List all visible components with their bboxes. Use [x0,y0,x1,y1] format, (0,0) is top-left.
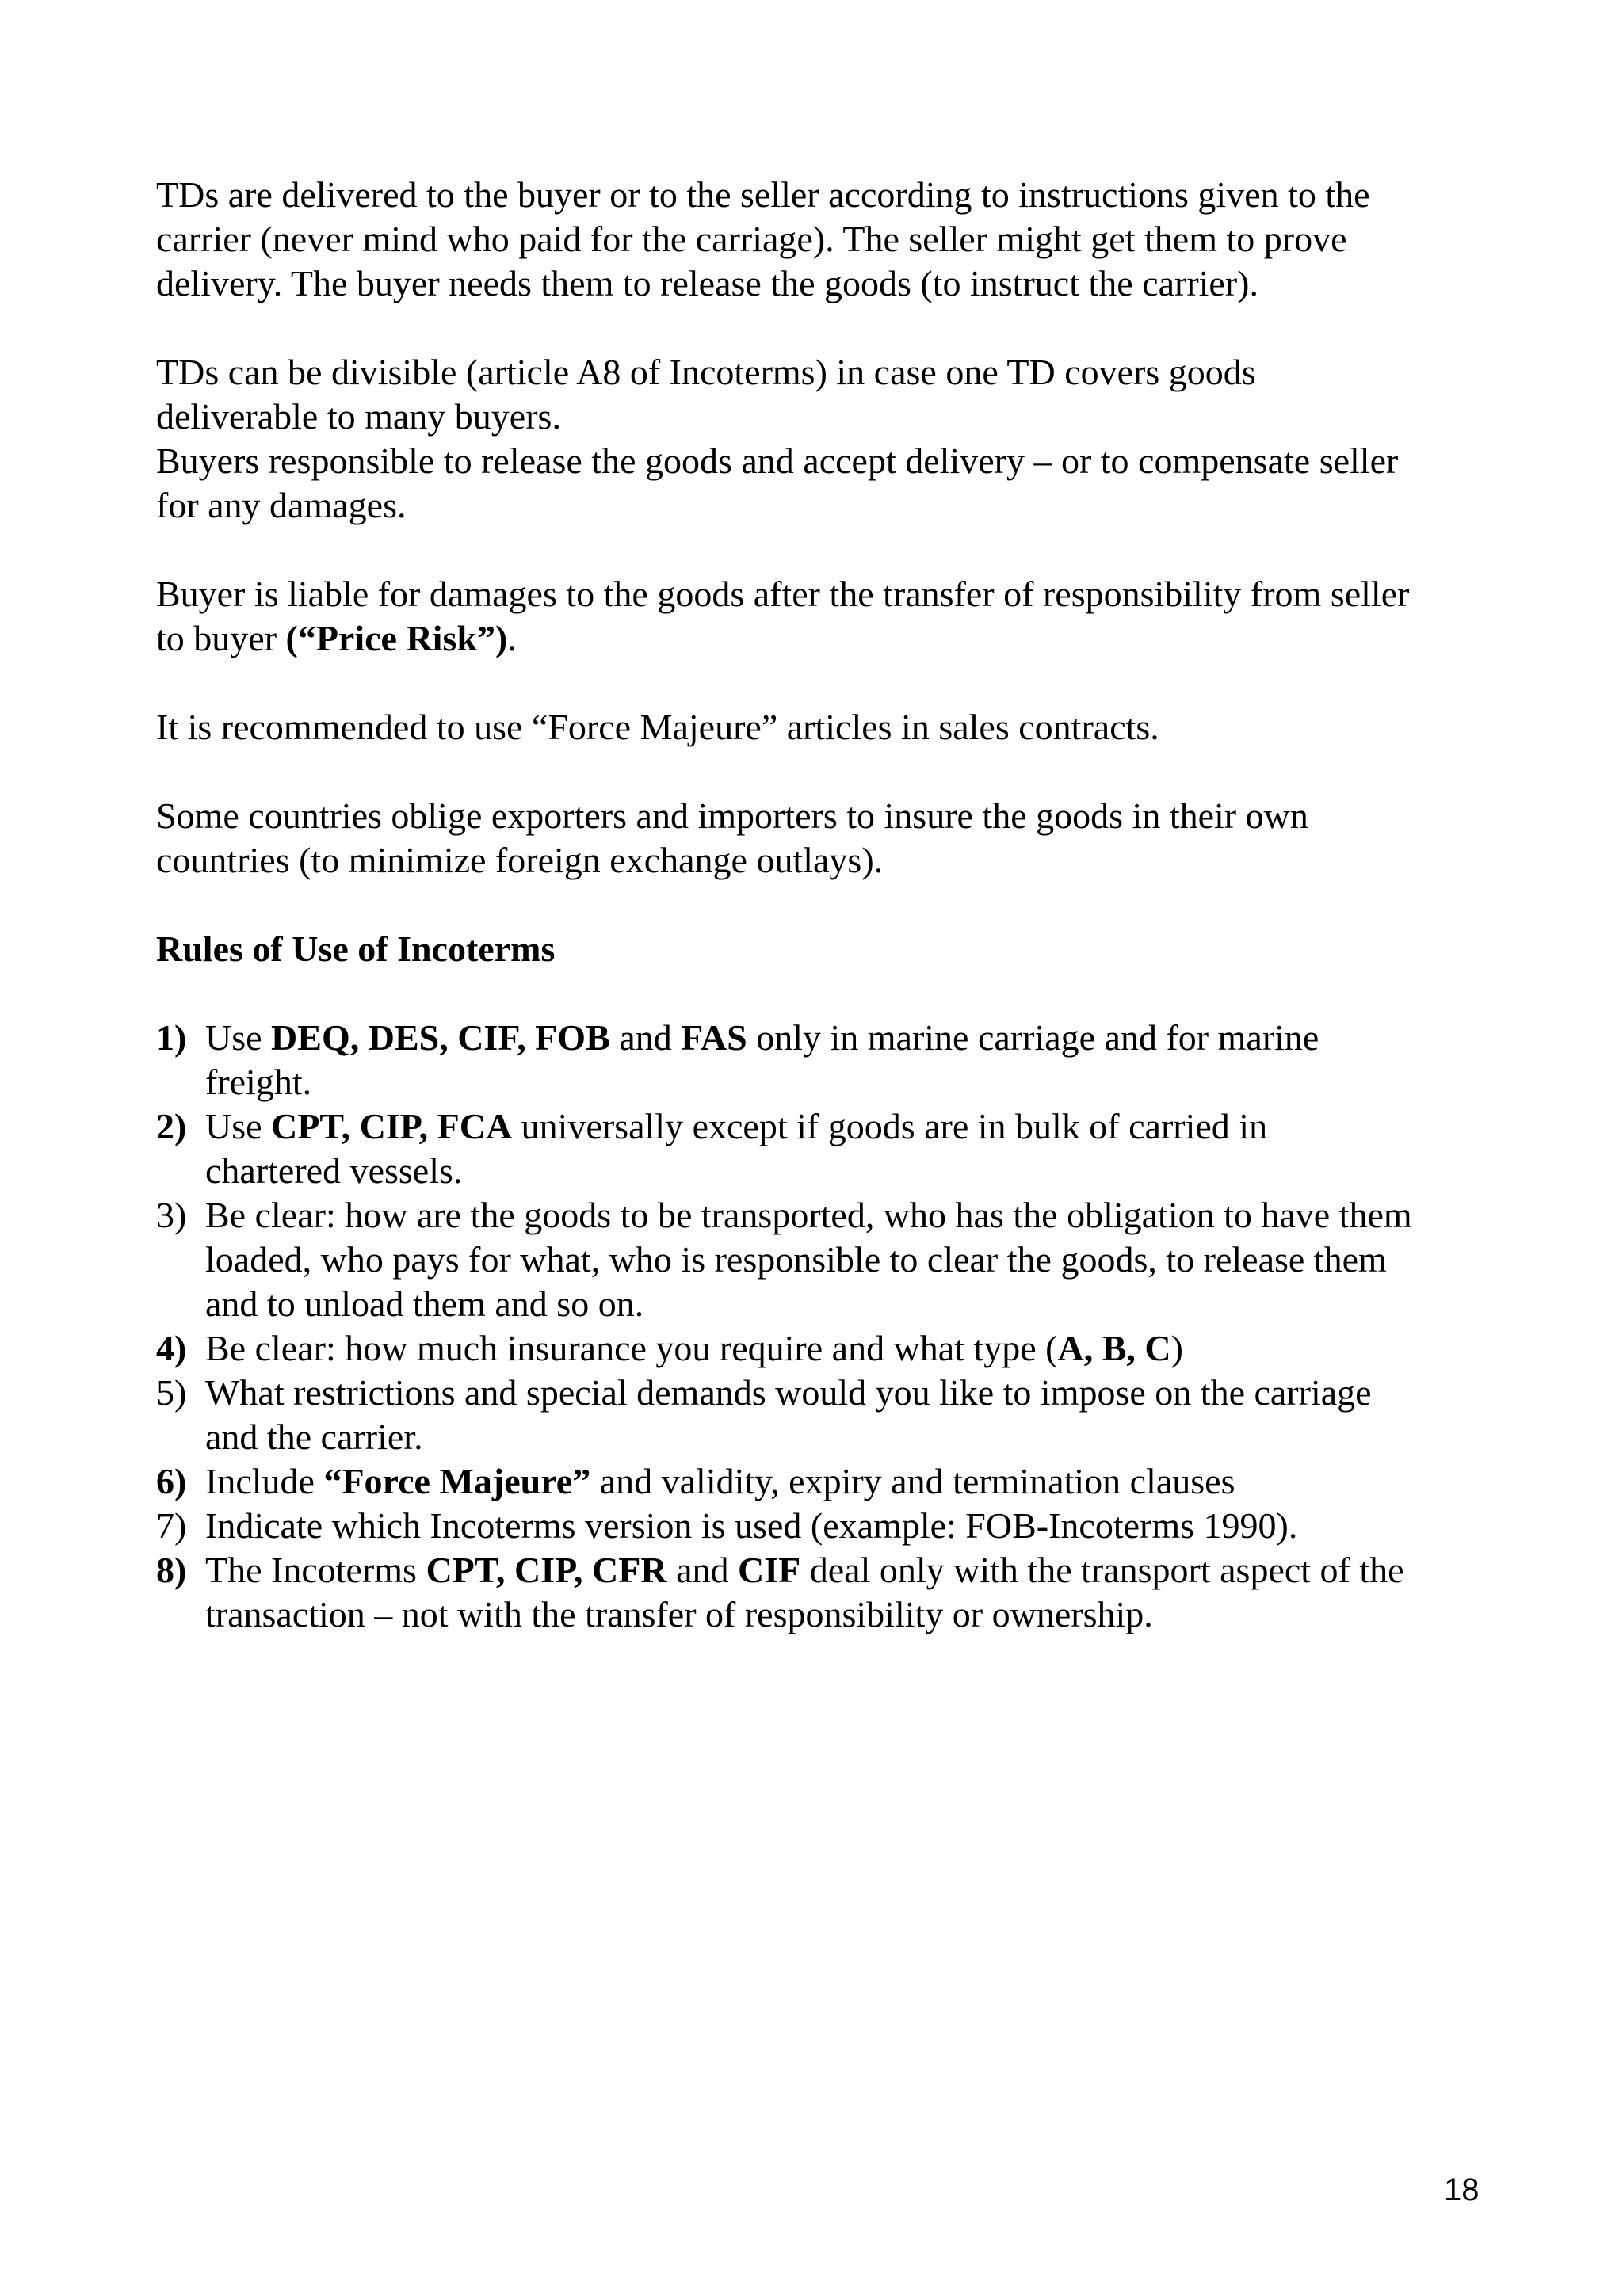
text-run: deal only with the transport aspect of the [800,1550,1404,1590]
insurance-types-bold: A, B, C [1057,1328,1171,1368]
text-run: and validity, expiry and termination clauses [590,1461,1235,1501]
incoterm-bold: CPT, CIP, FCA [271,1106,513,1146]
text-run: and [666,1550,738,1590]
list-item-line: freight. [205,1062,312,1102]
list-number: 3) [156,1195,187,1235]
paragraph-line: TDs are delivered to the buyer or to the seller according to instructions given to the [156,174,1370,215]
page-number: 18 [1444,2172,1480,2207]
list-item-line: and the carrier. [205,1417,423,1457]
text-run: Use [205,1106,272,1146]
paragraph-line: It is recommended to use “Force Majeure” articles in sales contracts. [156,707,1159,747]
list-item-line: transaction – not with the transfer of responsibility or ownership. [205,1594,1153,1634]
incoterm-bold: FAS [681,1017,747,1058]
text-run: Use [205,1017,272,1058]
incoterm-bold: DEQ, DES, CIF, FOB [271,1017,610,1058]
incoterm-bold: CPT, CIP, CFR [426,1550,667,1590]
paragraph-line: Some countries oblige exporters and importers to insure the goods in their own [156,795,1308,836]
paragraph-line [156,616,517,661]
list-item-line [205,1326,1183,1371]
paragraph-line: for any damages. [156,485,407,525]
text-run: and [609,1017,682,1058]
incoterm-bold: CIF [738,1550,801,1590]
list-item-line [205,1016,1319,1060]
text-run: The Incoterms [205,1550,426,1590]
list-number: 1) [156,1017,187,1058]
list-item-line [205,1459,1235,1504]
paragraph-line: carrier (never mind who paid for the carriage). The seller might get them to prove [156,219,1347,259]
list-number: 5) [156,1372,187,1413]
text-run: . [507,618,517,658]
force-majeure-bold: “Force Majeure” [323,1461,591,1501]
list-item-line [205,1104,1267,1149]
paragraph-line: TDs can be divisible (article A8 of Incoterms) in case one TD covers goods [156,352,1256,392]
list-item-line: loaded, who pays for what, who is responsible to clear the goods, to release them [205,1239,1387,1280]
list-number: 4) [156,1328,187,1368]
text-run: ) [1170,1328,1183,1368]
list-number: 7) [156,1505,187,1546]
list-item-line: Be clear: how are the goods to be transported, who has the obligation to have them [205,1195,1412,1235]
text-run: Include [205,1461,324,1501]
list-item-line: and to unload them and so on. [205,1283,644,1324]
text-run: to buyer [156,618,286,658]
list-number: 8) [156,1550,187,1590]
paragraph-line: countries (to minimize foreign exchange outlays). [156,840,884,880]
section-heading: Rules of Use of Incoterms [156,929,556,969]
price-risk-term: (“Price Risk”) [285,618,508,658]
list-item-line [205,1548,1404,1592]
list-item-line: What restrictions and special demands would you like to impose on the carriage [205,1372,1372,1413]
list-number: 2) [156,1106,187,1146]
paragraph-line: delivery. The buyer needs them to release the goods (to instruct the carrier). [156,263,1258,303]
paragraph-line: deliverable to many buyers. [156,396,561,437]
paragraph-line: Buyers responsible to release the goods and accept delivery – or to compensate seller [156,441,1399,481]
list-item-line: chartered vessels. [205,1150,463,1191]
text-run: only in marine carriage and for marine [747,1017,1319,1058]
text-run: universally except if goods are in bulk of carried in [512,1106,1268,1146]
text-run: Be clear: how much insurance you require and what type ( [205,1328,1058,1368]
list-item-line: Indicate which Incoterms version is used (example: FOB-Incoterms 1990). [205,1505,1298,1546]
paragraph-line: Buyer is liable for damages to the goods after the transfer of responsibility from seller [156,574,1410,614]
list-number: 6) [156,1461,187,1501]
